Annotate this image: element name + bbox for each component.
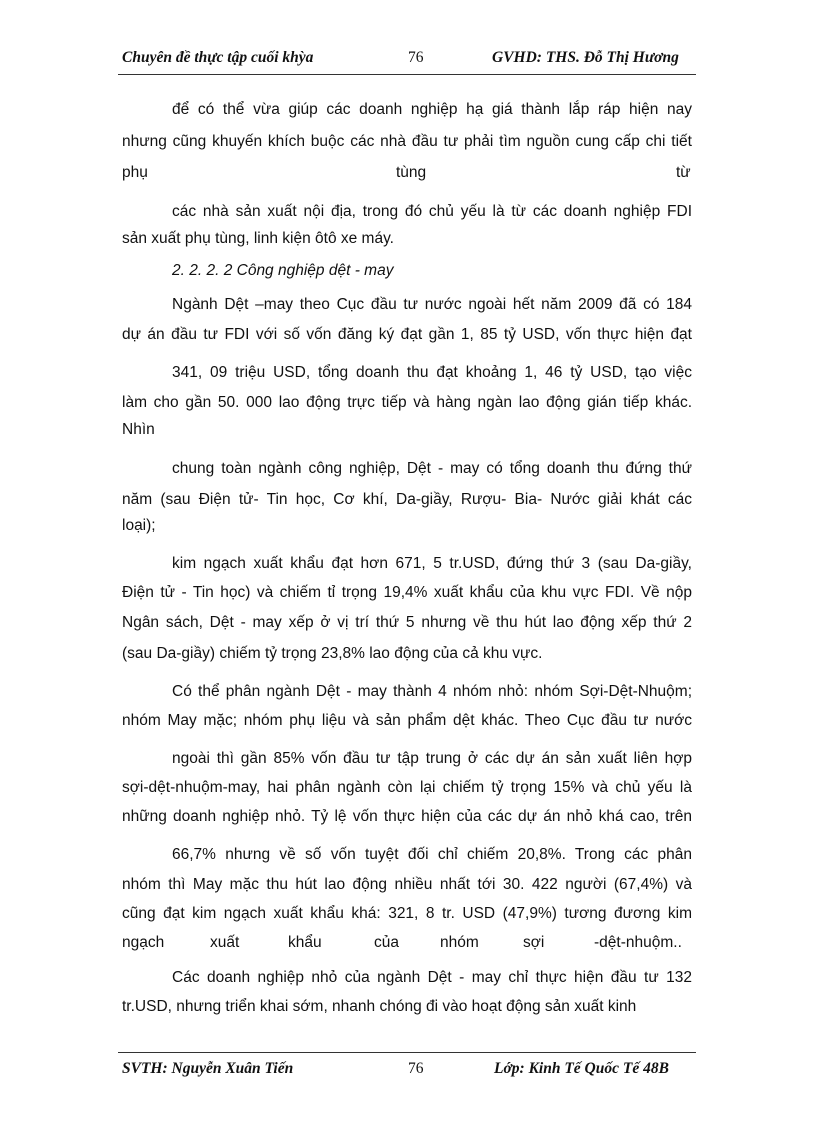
body-word: phụ [122, 164, 148, 181]
body-line: nhóm May mặc; nhóm phụ liệu và sản phẩm dệt khác. Theo Cục đầu tư nước [122, 712, 692, 729]
body-word: khẩu [288, 934, 322, 951]
body-line: sản xuất phụ tùng, linh kiện ôtô xe máy. [122, 230, 394, 247]
body-line: năm (sau Điện tử- Tin học, Cơ khí, Da-giầy, Rượu- Bia- Nước giải khát các [122, 491, 692, 508]
body-line: sợi-dệt-nhuộm-may, hai phân ngành còn lại chiếm tỷ trọng 15% và chủ yếu là [122, 779, 692, 796]
footer-rule [118, 1052, 696, 1053]
body-word: -dệt-nhuộm.. [594, 934, 682, 951]
body-line: làm cho gần 50. 000 lao động trực tiếp và hàng ngàn lao động gián tiếp khác. [122, 394, 692, 411]
header-rule [118, 74, 696, 75]
body-word: xuất [210, 934, 240, 951]
body-line: Ngành Dệt –may theo Cục đầu tư nước ngoài hết năm 2009 đã có 184 [172, 296, 692, 313]
body-word: nhóm [440, 934, 479, 951]
header-title: Chuyên đề thực tập cuối khỳa [122, 49, 314, 66]
body-line: loại); [122, 517, 156, 534]
body-line: kim ngạch xuất khẩu đạt hơn 671, 5 tr.USD, đứng thứ 3 (sau Da-giầy, [172, 555, 692, 572]
body-line: 341, 09 triệu USD, tổng doanh thu đạt khoảng 1, 46 tỷ USD, tạo việc [172, 364, 692, 381]
body-line: nhưng cũng khuyến khích buộc các nhà đầu tư phải tìm nguồn cung cấp chi tiết [122, 133, 692, 150]
body-line: cũng đạt kim ngạch xuất khẩu khá: 321, 8 tr. USD (47,9%) tương đương kim [122, 905, 692, 922]
body-line: các nhà sản xuất nội địa, trong đó chủ yếu là từ các doanh nghiệp FDI [172, 203, 692, 220]
body-line: Các doanh nghiệp nhỏ của ngành Dệt - may chỉ thực hiện đầu tư 132 [172, 969, 692, 986]
footer-page-number: 76 [408, 1060, 424, 1077]
body-word: tùng [396, 164, 427, 181]
body-word: sợi [523, 934, 545, 951]
body-line: Ngân sách, Dệt - may xếp ở vị trí thứ 5 nhưng về thu hút lao động xếp thứ 2 [122, 614, 692, 631]
body-line: Nhìn [122, 421, 155, 438]
body-word: ngạch [122, 934, 165, 951]
body-line: để có thể vừa giúp các doanh nghiệp hạ giá thành lắp ráp hiện nay [172, 101, 692, 118]
body-line: (sau Da-giầy) chiếm tỷ trọng 23,8% lao động của cả khu vực. [122, 645, 543, 662]
body-line: chung toàn ngành công nghiệp, Dệt - may có tổng doanh thu đứng thứ [172, 460, 692, 477]
body-line: nhóm thì May mặc thu hút lao động nhiều nhất tới 30. 422 người (67,4%) và [122, 876, 692, 893]
body-line: tr.USD, nhưng triển khai sớm, nhanh chóng đi vào hoạt động sản xuất kinh [122, 998, 637, 1015]
header-supervisor: GVHD: THS. Đỗ Thị Hương [492, 49, 679, 66]
header-page-number: 76 [408, 49, 424, 66]
body-line: ngoài thì gần 85% vốn đầu tư tập trung ở các dự án sản xuất liên hợp [172, 750, 692, 767]
footer-class: Lớp: Kinh Tế Quốc Tế 48B [494, 1060, 669, 1077]
body-line: 66,7% nhưng về số vốn tuyệt đối chỉ chiếm 20,8%. Trong các phân [172, 846, 692, 863]
footer-student: SVTH: Nguyễn Xuân Tiến [122, 1060, 294, 1077]
section-heading: 2. 2. 2. 2 Công nghiệp dệt - may [172, 262, 394, 279]
body-word: của [374, 934, 399, 951]
body-word: từ [676, 164, 691, 181]
body-line: Có thể phân ngành Dệt - may thành 4 nhóm nhỏ: nhóm Sợi-Dệt-Nhuộm; [172, 683, 692, 700]
body-line: dự án đầu tư FDI với số vốn đăng ký đạt gần 1, 85 tỷ USD, vốn thực hiện đạt [122, 326, 692, 343]
body-line: Điện tử - Tin học) và chiếm tỉ trọng 19,4% xuất khẩu của khu vực FDI. Về nộp [122, 584, 692, 601]
body-line: những doanh nghiệp nhỏ. Tỷ lệ vốn thực hiện của các dự án nhỏ khá cao, trên [122, 808, 692, 825]
